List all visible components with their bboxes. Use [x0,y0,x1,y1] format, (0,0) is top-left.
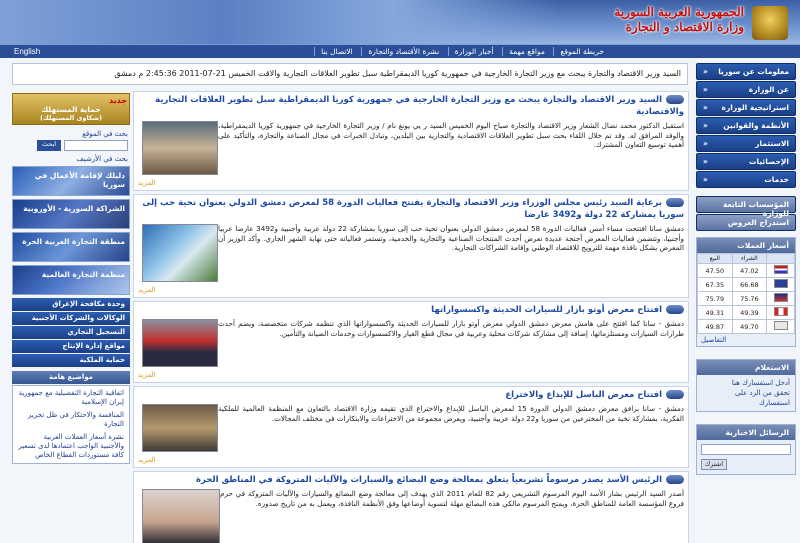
read-more-link[interactable]: المزيد [138,286,156,294]
site-title-line2: وزارة الاقتصاد و التجارة [625,20,744,34]
tenders-link[interactable]: استدراج العروض [696,214,796,231]
col-sell: البيع [698,254,733,264]
search-input[interactable] [64,140,128,151]
currency-title: أسعار العملات [697,238,795,253]
article-photo[interactable] [142,404,218,452]
menu-about-syria[interactable]: « معلومات عن سوريا [696,63,796,80]
syria-eagle-logo [752,6,788,40]
menu-statistics[interactable]: « الإحصائيات [696,153,796,170]
article-text: أصدر السيد الرئيس بشار الأسد اليوم المرسوم التشريعي رقم 82 للعام 2011 الذي يهدف إلى معالجة وضع البضائع والسيارات والآليات المتروكة في حرم فروع المؤسسة العامة للمناطق الحرة، ويمنح المرسوم مالكي هذه البضائع مهلة لتسوية أوضاعها وفق الأنظمة النافذة، ويعمل به من تاريخ صدوره. [220,489,684,508]
chevron-left-icon: « [703,139,708,148]
link-foreign-agencies[interactable]: الوكالات والشركات الأجنبية [12,312,130,325]
menu-strategy[interactable]: « استراتيجية الوزارة [696,99,796,116]
site-title-line1: الجمهورية العربية السورية [614,5,744,19]
news-ticker[interactable] [12,63,688,85]
list-item[interactable]: نشرة أسعار العملات العربية والأجنبية الواجب اعتمادها لدى تسعير كافة مستوردات القطاع الخاص [18,433,124,459]
important-topics-title: مواضيع هامة [12,371,130,384]
usd-flag-icon [774,265,788,274]
menu-investment[interactable]: « الاستثمار [696,135,796,152]
menu-laws[interactable]: « الأنظمة والقوانين [696,117,796,134]
currency-box [696,237,796,347]
bullet-icon [666,95,684,104]
right-sidebar [696,63,796,475]
news-article [133,471,689,543]
read-more-link[interactable]: المزيد [138,179,156,187]
table-row: 75.79 75.76 [698,292,795,306]
link-production-sites[interactable]: مواقع إدارة الإنتاج [12,340,130,353]
bullet-icon [666,198,684,207]
table-row: 67.35 66.68 [698,278,795,292]
col-flag [767,254,795,264]
inquiry-box [696,359,796,412]
new-badge: جديد [108,96,127,105]
article-title[interactable]: افتتاح معرض الباسل للإبداع والاختراع [138,389,684,401]
news-article [133,386,689,468]
currency-table [697,253,795,334]
read-more-link[interactable]: المزيد [138,371,156,379]
nav-item-contact[interactable]: الاتصال بنا [314,47,359,56]
nav-item-ministry-news[interactable]: أخبار الوزارة [448,47,500,56]
english-link[interactable]: English [14,47,41,56]
search-label: بحث في الموقع [82,130,128,138]
article-title[interactable]: الرئيس الأسد يصدر مرسوماً تشريعياً يتعلق بمعالجة وضع البضائع والسيارات والآليات المتروكة في المناطق الحرة [138,474,684,486]
chevron-left-icon: « [703,103,708,112]
bullet-icon [666,305,684,314]
inquiry-check-link[interactable]: تحقق من الرد على استفسارك [735,389,790,407]
ticker-date: الخميس 21-07-2011 2:45:36 م دمشق [114,69,256,78]
cad-flag-icon [774,307,788,316]
article-photo[interactable] [142,224,218,282]
banner-wto[interactable]: منظمة التجارة العالمية [12,265,130,295]
link-anti-dumping[interactable]: وحدة مكافحة الإغراق [12,298,130,311]
nav-item-sitemap[interactable]: خريطة الموقع [553,47,610,56]
chevron-left-icon: « [703,121,708,130]
list-item[interactable]: المنافسة والاحتكار في ظل تحرير التجارة [28,411,124,428]
table-row: 47.50 47.02 [698,264,795,278]
menu-services[interactable]: « خدمات [696,171,796,188]
nav-item-bulletin[interactable]: نشرة الأقتصاد والتجارة [361,47,445,56]
archive-search-link[interactable]: بحث في الأرشيف [76,155,128,163]
nav-item-important-sites[interactable]: مواقع مهمة [502,47,551,56]
menu-about-ministry[interactable]: « عن الوزارة [696,81,796,98]
site-title [614,5,744,35]
link-property-protection[interactable]: حماية الملكية [12,354,130,367]
article-photo[interactable] [142,121,218,175]
main-content [133,91,689,543]
article-text: دمشق - سانا برافق معرض دمشق الدولي الدورة 15 لمعرض الباسل للإبداع والاختراع الذي تقيمه وزارة الاقتصاد بالتعاون مع المنظمة العالمية للملكية الفكرية، بمشاركة نخبة من المخترعين من سوريا و22 دولة عربية وأجنبية، ويعرض مجموعة من الاختراعات والابتكارات في مختلف المجالات. [218,404,684,423]
article-photo[interactable] [142,489,220,543]
article-text: استقبل الدكتور محمد نضال الشعار وزير الاقتصاد والتجارة صباح اليوم الخميس السيد ر يي يونغ نام / وزير التجارة الخارجية في جمهورية كوريا الديمقراطية، والوفد المرافق له. وقد تم خلال اللقاء بحث سبل تطوير العلاقات الاقتصادية والتجارية بين البلدين، وتبادل الخبرات في مجال الصناعة والتجارة، والتأكيد على أهمية توسيع التعاون المشترك. [218,121,684,150]
gbp-flag-icon [774,293,788,302]
header-photo [0,0,560,44]
table-row: 49.87 49.70 [698,320,795,334]
bullet-icon [666,390,684,399]
search-button[interactable]: ابحث [37,140,61,151]
subscribe-button[interactable]: اشترك [701,459,727,470]
col-buy: الشراء [732,254,767,264]
news-article [133,91,689,191]
ticker-text[interactable]: السيد وزير الاقتصاد والتجارة يبحث مع وزير التجارة الخارجية في جمهورية كوريا الديمقراطية سبل تطوير العلاقات التجارية والاقت [257,69,681,78]
bullet-icon [666,475,684,484]
jpy-flag-icon [774,321,788,330]
chevron-left-icon: « [703,85,708,94]
article-title[interactable]: السيد وزير الاقتصاد والتجارة يبحث مع وزير التجارة الخارجية في جمهورية كوريا الديمقراطية سبل تطوير العلاقات التجارية والاقتصادية [155,95,684,117]
banner-business-guide[interactable]: دليلك لإقامة الأعمال في سوريا [12,166,130,196]
eur-flag-icon [774,279,788,288]
inquiry-enter-link[interactable]: أدخل استفسارك هنا [731,379,790,387]
read-more-link[interactable]: المزيد [138,456,156,464]
banner-eu-partnership[interactable]: الشراكة السورية - الأوروبية [12,199,130,229]
news-article [133,194,689,298]
important-topics-list [12,385,130,464]
article-photo[interactable] [142,319,218,367]
chevron-left-icon: « [703,157,708,166]
consumer-box-subtitle: (شكاوى المستهلك) [39,114,103,122]
consumer-box-title: حماية المستهلك [41,105,101,114]
header-banner [0,0,800,44]
banner-arab-free-trade[interactable]: منطقة التجارة العربية الحرة [12,232,130,262]
left-sidebar [12,93,130,464]
consumer-protection-banner[interactable] [12,93,130,125]
link-commercial-register[interactable]: التسجيل التجاري [12,326,130,339]
list-item[interactable]: اتفاقية التجارة التفضيلية مع جمهورية إيران الإسلامية [18,389,124,406]
top-nav [0,44,800,58]
article-text: دمشق سانا افتتحت مساء أمس فعاليات الدورة 58 لمعرض دمشق الدولي بعنوان تحية حب إلى سوريا بمشاركة 22 دولة عربية وأجنبية و3492 عارضا عربيا وأجنبيا، وتتضمن فعاليات المعرض أجنحة عديدة تعرض أحدث المنتجات الصناعية والتجارية والخدمية، وتستمر فعالياته حتى نهاية الشهر الجاري. وأكد الوزير أن المعرض يشكل نافذة مهمة للترويج للاقتصاد الوطني وإقامة الشراكات التجارية. [218,224,684,253]
currency-details-link[interactable]: التفاصيل [701,336,727,344]
affiliated-institutions[interactable]: المؤسسات التابعة للوزارة [696,196,796,213]
chevron-left-icon: « [703,175,708,184]
newsletter-email-input[interactable] [701,444,791,455]
chevron-left-icon: « [703,67,708,76]
article-text: دمشق - سانا كما افتتح على هامش معرض دمشق الدولي معرض أوتو بازار للسيارات الحديثة واكسسواراتها الذي تنظمه شركات متخصصة، ويضم أحدث طرازات السيارات ومستلزماتها، إضافة إلى مشاركة شركات محلية وعربية في مجال قطع الغيار والاكسسوارات وخدمات الصيانة والتأمين. [218,319,684,338]
table-row: 49.31 49.39 [698,306,795,320]
inquiry-title: الاستعلام [697,360,795,375]
article-title[interactable]: افتتاح معرض أوتو بازار للسيارات الحديثة واكسسواراتها [138,304,684,316]
article-title[interactable]: برعاية السيد رئيس مجلس الوزراء وزير الاقتصاد والتجارة يفتتح فعاليات الدورة 58 لمعرض دمشق الدولي بعنوان تحية حب إلى سوريا بمشاركة 22 دولة و3492 عارضا [142,198,684,220]
newsletter-title: الرسائل الاخبارية [697,425,795,440]
newsletter-box [696,424,796,475]
news-article [133,301,689,383]
